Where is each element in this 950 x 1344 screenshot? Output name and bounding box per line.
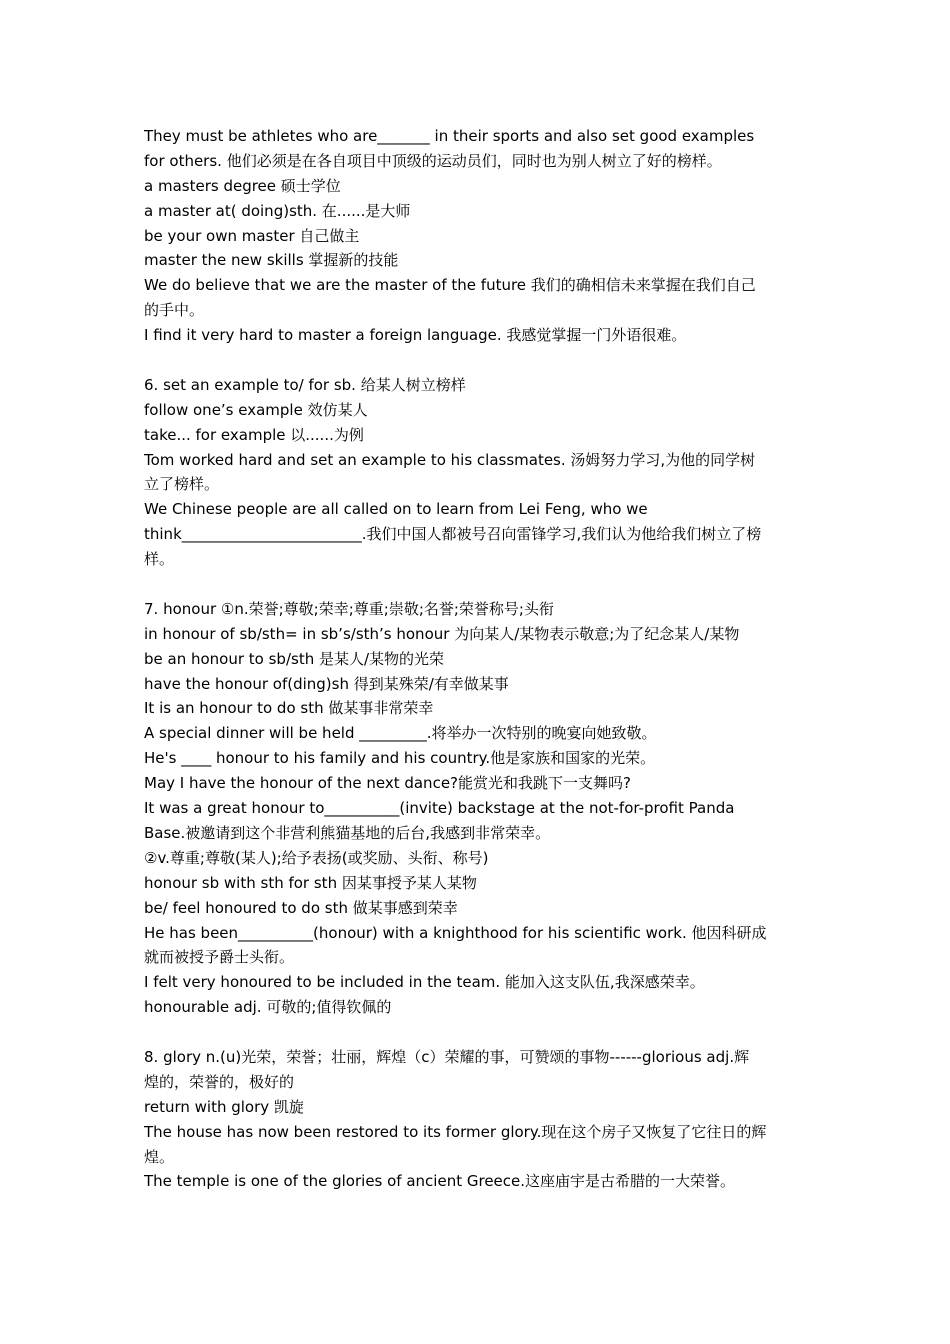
text-line: He has been__________(honour) with a knighthood for his scientific work. 他因科研成 (144, 923, 767, 942)
text-line: A special dinner will be held _________.将举办一次特别的晚宴向她致敬。 (144, 724, 657, 743)
text-line: Base.被邀请到这个非营利熊猫基地的后台,我感到非常荣幸。 (144, 823, 551, 842)
section-heading-8: 8. glory n.(u)光荣，荣誉；壮丽，辉煌（c）荣耀的事，可赞颂的事物------glorious adj.辉 (144, 1047, 750, 1066)
text-line: a master at( doing)sth. 在......是大师 (144, 201, 411, 220)
text-line: 立了榜样。 (144, 475, 220, 494)
section-heading-7: 7. honour ①n.荣誉;尊敬;荣幸;尊重;崇敬;名誉;荣誉称号;头衔 (144, 599, 554, 618)
text-line: Tom worked hard and set an example to his classmates. 汤姆努力学习,为他的同学树 (144, 450, 756, 469)
text-line: have the honour of(ding)sh 得到某殊荣/有幸做某事 (144, 674, 509, 693)
text-line: We Chinese people are all called on to learn from Lei Feng, who we (144, 500, 648, 519)
blank-line (144, 348, 812, 373)
document-page (144, 124, 812, 1194)
text-line: take... for example 以......为例 (144, 425, 364, 444)
text-line: be/ feel honoured to do sth 做某事感到荣幸 (144, 898, 458, 917)
text-line: 煌。 (144, 1147, 175, 1166)
text-line: 就而被授予爵士头衔。 (144, 948, 295, 967)
text-line: honour sb with sth for sth 因某事授予某人某物 (144, 873, 477, 892)
text-line: follow one’s example 效仿某人 (144, 400, 368, 419)
text-line: 的手中。 (144, 301, 205, 320)
text-line: It is an honour to do sth 做某事非常荣幸 (144, 699, 434, 718)
section-heading-6: 6. set an example to/ for sb. 给某人树立榜样 (144, 375, 466, 394)
text-line: 样。 (144, 550, 175, 569)
text-line: The house has now been restored to its former glory.现在这个房子又恢复了它往日的辉 (144, 1122, 767, 1141)
text-line: master the new skills 掌握新的技能 (144, 251, 399, 270)
text-line: think________________________.我们中国人都被号召向雷锋学习,我们认为他给我们树立了榜 (144, 525, 762, 544)
text-line: I find it very hard to master a foreign language. 我感觉掌握一门外语很难。 (144, 326, 687, 345)
text-line: return with glory 凯旋 (144, 1097, 304, 1116)
text-line: It was a great honour to__________(invite) backstage at the not-for-profit Panda (144, 799, 735, 818)
text-line: The temple is one of the glories of ancient Greece.这座庙宇是古希腊的一大荣誉。 (144, 1172, 736, 1191)
text-line: be an honour to sb/sth 是某人/某物的光荣 (144, 649, 445, 668)
text-line: May I have the honour of the next dance?能赏光和我跳下一支舞吗? (144, 774, 631, 793)
text-line: honourable adj. 可敬的;值得钦佩的 (144, 998, 392, 1017)
blank-line (144, 572, 812, 597)
text-line: I felt very honoured to be included in the team. 能加入这支队伍,我深感荣幸。 (144, 973, 705, 992)
text-line: in honour of sb/sth= in sb’s/sth’s honour 为向某人/某物表示敬意;为了纪念某人/某物 (144, 624, 740, 643)
text-line: They must be athletes who are_______ in their sports and also set good examples (144, 127, 755, 145)
blank-line (144, 1020, 812, 1045)
text-line: We do believe that we are the master of the future 我们的确相信未来掌握在我们自己 (144, 276, 756, 295)
text-line: be your own master 自己做主 (144, 226, 360, 245)
text-line: for others. 他们必须是在各自项目中顶级的运动员们，同时也为别人树立了好的榜样。 (144, 151, 722, 170)
text-line: ②v.尊重;尊敬(某人);给予表扬(或奖励、头衔、称号) (144, 848, 489, 867)
text-line: 煌的，荣誉的，极好的 (144, 1072, 295, 1091)
text-line: a masters degree 硕士学位 (144, 176, 341, 195)
text-line: He's ____ honour to his family and his country.他是家族和国家的光荣。 (144, 749, 656, 768)
